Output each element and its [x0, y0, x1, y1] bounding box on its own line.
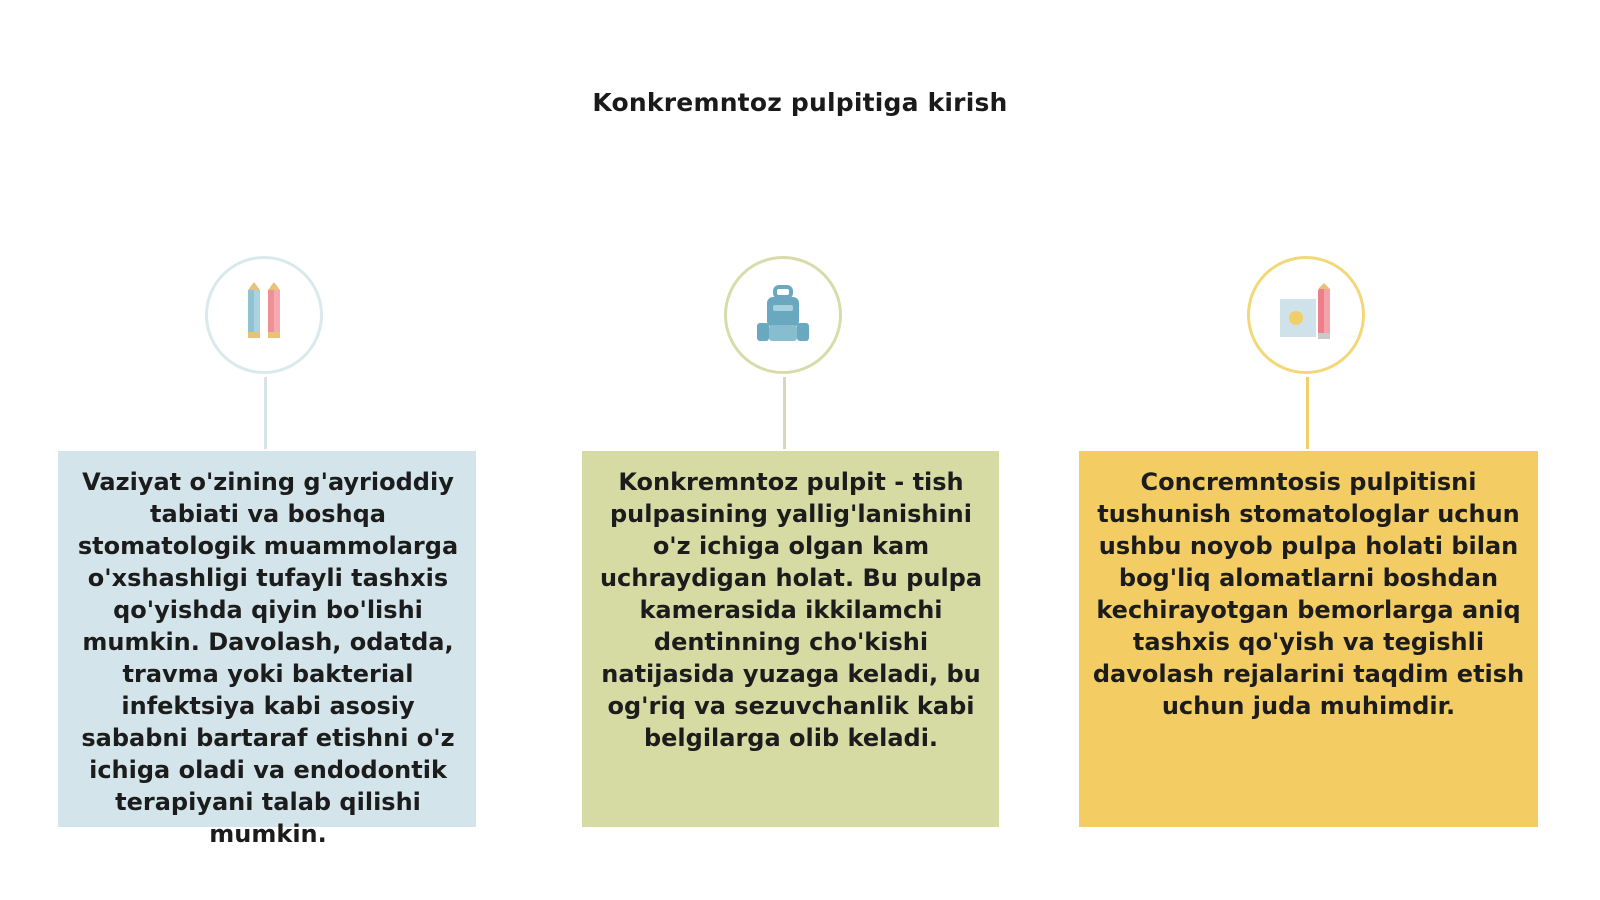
pencils-icon — [234, 280, 294, 350]
info-card-text-1: Vaziyat o'zining g'ayrioddiy tabiati va boshqa stomatologik muammolarga o'xshashligi tufayli tashxis qo'yishda qiyin bo'lishi mumkin. Davolash, odatda, travma yoki bakterial infektsiya kabi asosiy sababni bartaraf etishni o'z ichiga oladi va endodontik terapiyani talab qilishi mumkin. — [77, 468, 459, 848]
backpack-icon — [751, 283, 815, 347]
paper-pencil-icon — [1274, 283, 1338, 347]
slide-title: Konkremntoz pulpitiga kirish — [592, 88, 1008, 117]
connector-line-2 — [783, 377, 786, 449]
icon-circle-3 — [1247, 256, 1365, 374]
info-card-text-2: Konkremntoz pulpit - tish pulpasining yallig'lanishini o'z ichiga olgan kam uchraydigan holat. Bu pulpa kamerasida ikkilamchi dentinning cho'kishi natijasida yuzaga keladi, bu og'riq va sezuvchanlik kabi belgilarga olib keladi. — [599, 468, 983, 752]
icon-circle-2 — [724, 256, 842, 374]
info-card-text-3: Concremntosis pulpitisni tushunish stomatologlar uchun ushbu noyob pulpa holati bilan bog'liq alomatlarni boshdan kechirayotgan bemorlarga aniq tashxis qo'yish va tegishli davolash rejalarini taqdim etish uchun juda muhimdir. — [1092, 468, 1525, 720]
connector-line-3 — [1306, 377, 1309, 449]
connector-line-1 — [264, 377, 267, 449]
icon-circle-1 — [205, 256, 323, 374]
